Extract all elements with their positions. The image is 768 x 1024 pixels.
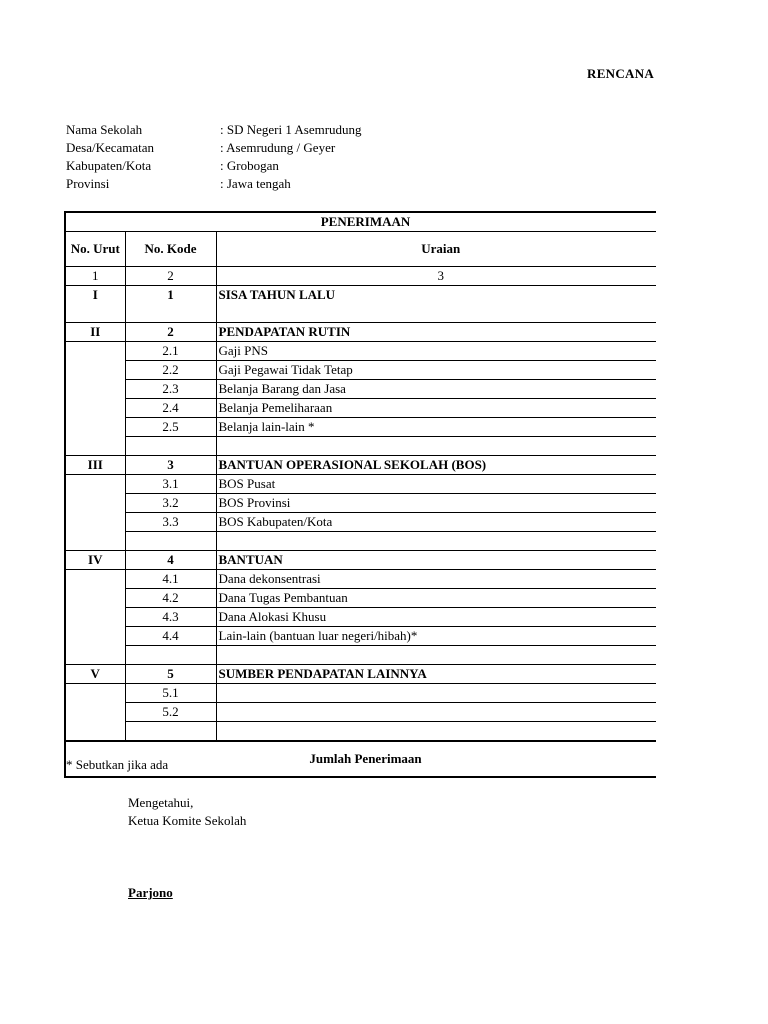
item-uraian: Belanja Pemeliharaan — [216, 399, 656, 418]
table-row-blank — [65, 437, 656, 456]
group-uraian: BANTUAN — [216, 551, 656, 570]
table-row-item — [65, 475, 656, 494]
table-section-header-row — [65, 212, 656, 232]
blank-uraian — [216, 437, 656, 456]
item-no-kode: 4.2 — [125, 589, 216, 608]
item-uraian: BOS Pusat — [216, 475, 656, 494]
item-uraian: BOS Kabupaten/Kota — [216, 513, 656, 532]
blank-uraian — [216, 722, 656, 742]
footnote: * Sebutkan jika ada — [66, 757, 169, 772]
document-title: RENCANA — [587, 66, 655, 81]
group-no-urut: V — [65, 665, 125, 684]
signature-block — [128, 794, 246, 830]
item-uraian: Belanja Barang dan Jasa — [216, 380, 656, 399]
col-header-no-urut: No. Urut — [65, 232, 125, 267]
group-uraian: SUMBER PENDAPATAN LAINNYA — [216, 665, 656, 684]
table-row-item — [65, 494, 656, 513]
table-row-item — [65, 399, 656, 418]
table-row-item — [65, 418, 656, 437]
col-number: 1 — [65, 267, 125, 286]
group-uraian: PENDAPATAN RUTIN — [216, 323, 656, 342]
table-row-group — [65, 665, 656, 684]
table-row-item — [65, 684, 656, 703]
table-row-item — [65, 361, 656, 380]
item-uraian: Dana dekonsentrasi — [216, 570, 656, 589]
table-row-item — [65, 703, 656, 722]
signature-role: Ketua Komite Sekolah — [128, 813, 247, 828]
table-column-number-row — [65, 267, 656, 286]
item-no-kode: 2.1 — [125, 342, 216, 361]
col-header-uraian: Uraian — [216, 232, 656, 267]
table-row-item — [65, 608, 656, 627]
item-uraian: Gaji PNS — [216, 342, 656, 361]
group-no-kode: 4 — [125, 551, 216, 570]
blank-uraian — [216, 532, 656, 551]
item-uraian: Gaji Pegawai Tidak Tetap — [216, 361, 656, 380]
item-uraian: Dana Alokasi Khusu — [216, 608, 656, 627]
group-no-kode: 5 — [125, 665, 216, 684]
item-no-kode: 4.4 — [125, 627, 216, 646]
table-row-item — [65, 342, 656, 361]
blank-uraian — [216, 646, 656, 665]
group-no-kode: 3 — [125, 456, 216, 475]
blank-kode — [125, 437, 216, 456]
item-no-kode: 3.1 — [125, 475, 216, 494]
signature-line: Mengetahui, — [128, 795, 194, 810]
item-no-urut-empty — [65, 342, 125, 456]
table-row-blank — [65, 646, 656, 665]
item-no-urut-empty — [65, 684, 125, 742]
item-uraian: Dana Tugas Pembantuan — [216, 589, 656, 608]
table-row-group — [65, 551, 656, 570]
table-row-item — [65, 380, 656, 399]
item-no-kode: 4.1 — [125, 570, 216, 589]
info-value: : Asemrudung / Geyer — [220, 140, 336, 155]
item-uraian: BOS Provinsi — [216, 494, 656, 513]
table-row-group — [65, 286, 656, 323]
table-row-group — [65, 456, 656, 475]
blank-kode — [125, 532, 216, 551]
blank-kode — [125, 722, 216, 742]
table-column-header-row — [65, 232, 656, 267]
group-no-urut: IV — [65, 551, 125, 570]
item-no-urut-empty — [65, 570, 125, 665]
table-row-group — [65, 323, 656, 342]
col-number: 3 — [216, 267, 656, 286]
group-no-urut: II — [65, 323, 125, 342]
item-no-kode: 4.3 — [125, 608, 216, 627]
info-value: : Jawa tengah — [220, 176, 291, 191]
info-value: : Grobogan — [220, 158, 279, 173]
item-no-kode: 2.5 — [125, 418, 216, 437]
table-row-item — [65, 570, 656, 589]
table-row-item — [65, 627, 656, 646]
info-label: Nama Sekolah — [66, 122, 143, 137]
info-label: Kabupaten/Kota — [66, 158, 152, 173]
group-uraian: SISA TAHUN LALU — [216, 286, 656, 323]
item-no-kode: 3.3 — [125, 513, 216, 532]
blank-kode — [125, 646, 216, 665]
table-row-item — [65, 513, 656, 532]
signer-name: Parjono — [128, 885, 173, 900]
info-value: : SD Negeri 1 Asemrudung — [220, 122, 362, 137]
section-header: PENERIMAAN — [65, 212, 656, 232]
table-row-blank — [65, 722, 656, 742]
item-no-kode: 3.2 — [125, 494, 216, 513]
item-no-kode: 5.1 — [125, 684, 216, 703]
item-no-kode: 2.3 — [125, 380, 216, 399]
item-uraian: Lain-lain (bantuan luar negeri/hibah)* — [216, 627, 656, 646]
item-uraian — [216, 703, 656, 722]
item-no-urut-empty — [65, 475, 125, 551]
item-no-kode: 5.2 — [125, 703, 216, 722]
item-no-kode: 2.4 — [125, 399, 216, 418]
revenue-table — [64, 211, 656, 778]
table-row-blank — [65, 532, 656, 551]
col-header-no-kode: No. Kode — [125, 232, 216, 267]
group-uraian: BANTUAN OPERASIONAL SEKOLAH (BOS) — [216, 456, 656, 475]
group-no-urut: I — [65, 286, 125, 323]
info-label: Provinsi — [66, 176, 110, 191]
group-no-kode: 2 — [125, 323, 216, 342]
total-label: Jumlah Penerimaan — [65, 741, 656, 777]
item-uraian: Belanja lain-lain * — [216, 418, 656, 437]
item-no-kode: 2.2 — [125, 361, 216, 380]
item-uraian — [216, 684, 656, 703]
col-number: 2 — [125, 267, 216, 286]
table-row-item — [65, 589, 656, 608]
info-label: Desa/Kecamatan — [66, 140, 155, 155]
group-no-kode: 1 — [125, 286, 216, 323]
group-no-urut: III — [65, 456, 125, 475]
